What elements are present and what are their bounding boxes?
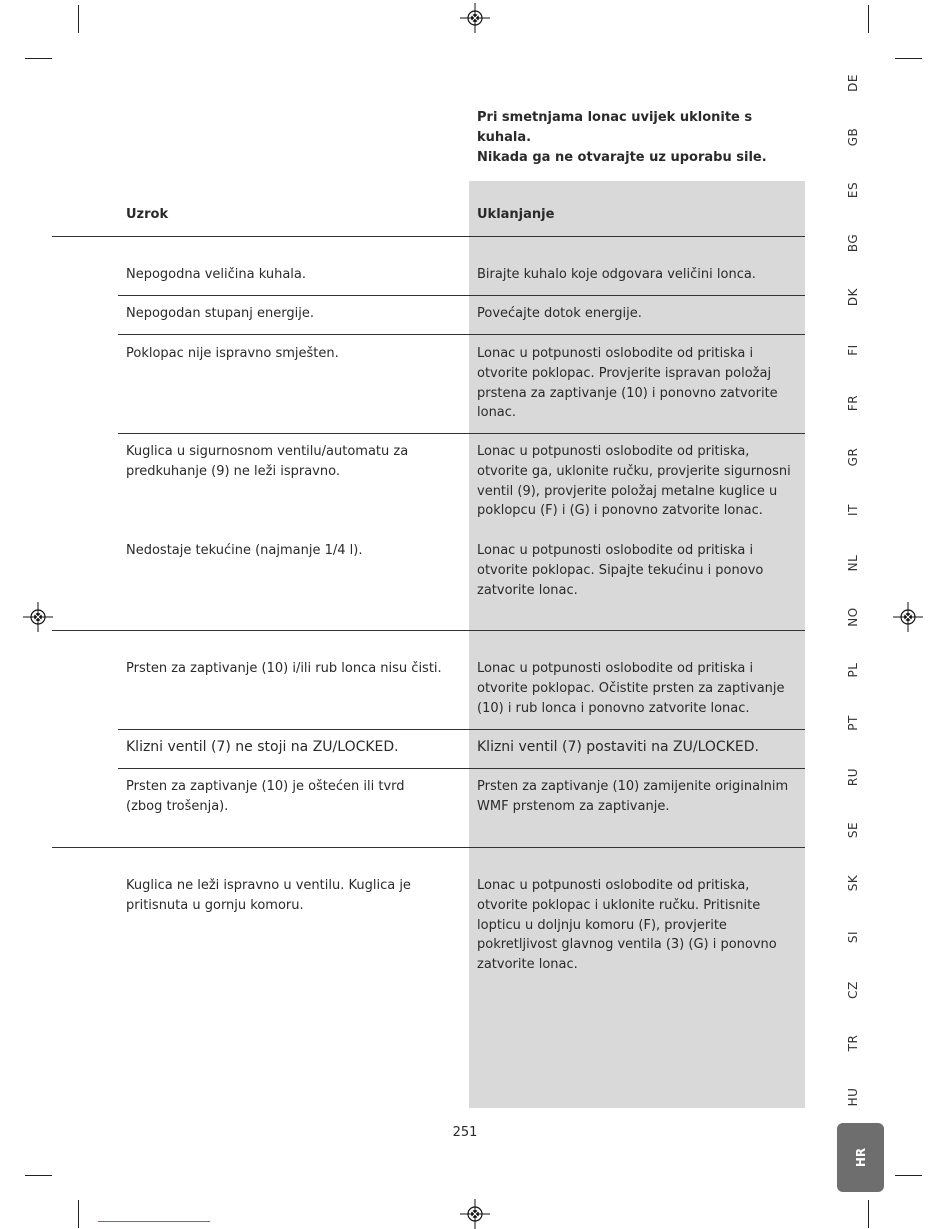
header-cause: Uzrok bbox=[126, 207, 169, 222]
table-row-fix: Lonac u potpunosti oslobodite od pritiska, otvorite poklopac i uklonite ručku. Pritisnite lopticu u doljnju komoru (F), provjerite pokretljivost glavnog ventila (3) (G) i ponovno zatvorite lonac. bbox=[477, 878, 777, 973]
table-row-fix: Lonac u potpunosti oslobodite od pritiska i otvorite poklopac. Očistite prsten za zaptivanje (10) i rub lonca i ponovno zatvorite lonac. bbox=[477, 661, 785, 716]
crop-mark bbox=[78, 1200, 79, 1228]
table-row-cause: Prsten za zaptivanje (10) je oštećen ili tvrd (zbog trošenja). bbox=[126, 779, 405, 814]
language-tab[interactable]: SI bbox=[846, 930, 860, 944]
table-row-cause: Prsten za zaptivanje (10) i/ili rub lonca nisu čisti. bbox=[126, 661, 442, 676]
table-row-fix: Lonac u potpunosti oslobodite od pritiska, otvorite ga, uklonite ručku, provjerite sigurnosni ventil (9), provjerite položaj metalne kuglice u poklopcu (F) i (G) i ponovno zatvorite lonac. bbox=[477, 444, 791, 519]
registration-mark-icon bbox=[893, 602, 923, 632]
row-divider bbox=[118, 729, 805, 730]
language-tab[interactable]: FR bbox=[846, 394, 860, 412]
bottom-line bbox=[98, 1221, 210, 1222]
language-tab[interactable]: FI bbox=[846, 344, 860, 356]
language-tab[interactable]: RU bbox=[846, 767, 860, 787]
row-divider bbox=[118, 768, 805, 769]
registration-mark-icon bbox=[460, 3, 490, 33]
section-divider bbox=[52, 847, 805, 848]
row-divider bbox=[118, 295, 805, 296]
language-tab-active[interactable] bbox=[837, 1123, 884, 1192]
crop-mark bbox=[78, 5, 79, 33]
crop-mark bbox=[25, 1175, 52, 1176]
language-tab[interactable]: GB bbox=[846, 127, 860, 147]
language-tab[interactable]: PL bbox=[846, 662, 860, 678]
language-tab[interactable]: DK bbox=[846, 287, 860, 307]
table-row-fix: Lonac u potpunosti oslobodite od pritiska i otvorite poklopac. Provjerite ispravan položaj prstena za zaptivanje (10) i ponovno zatvorite lonac. bbox=[477, 346, 778, 421]
language-tab[interactable]: ES bbox=[846, 181, 860, 199]
intro-line-1: Pri smetnjama lonac uvijek uklonite s kuhala. bbox=[477, 110, 753, 145]
row-divider bbox=[118, 334, 805, 335]
registration-mark-icon bbox=[460, 1199, 490, 1229]
language-tab[interactable]: TR bbox=[846, 1034, 860, 1052]
crop-mark bbox=[895, 1175, 922, 1176]
language-tab[interactable]: PT bbox=[846, 715, 860, 731]
table-row-cause: Nepogodna veličina kuhala. bbox=[126, 267, 307, 282]
table-row-cause: Kuglica u sigurnosnom ventilu/automatu za predkuhanje (9) ne leži ispravno. bbox=[126, 444, 409, 479]
table-row-cause: Nedostaje tekućine (najmanje 1/4 l). bbox=[126, 543, 363, 558]
language-tab[interactable]: NL bbox=[846, 554, 860, 572]
crop-mark bbox=[868, 5, 869, 33]
crop-mark bbox=[25, 58, 52, 59]
header-fix: Uklanjanje bbox=[477, 207, 555, 222]
language-tab[interactable]: CZ bbox=[846, 981, 860, 999]
section-divider bbox=[52, 236, 805, 237]
table-row-cause: Klizni ventil (7) ne stoji na ZU/LOCKED. bbox=[126, 739, 399, 755]
language-tab[interactable]: SK bbox=[846, 874, 860, 892]
registration-mark-icon bbox=[23, 602, 53, 632]
table-row-fix: Klizni ventil (7) postaviti na ZU/LOCKED. bbox=[477, 739, 759, 755]
language-tab[interactable]: BG bbox=[846, 233, 860, 253]
intro-line-2: Nikada ga ne otvarajte uz uporabu sile. bbox=[477, 150, 767, 165]
section-divider bbox=[52, 630, 805, 631]
row-divider bbox=[118, 433, 805, 434]
intro-note bbox=[477, 108, 807, 168]
table-row-cause: Poklopac nije ispravno smješten. bbox=[126, 346, 339, 361]
table-row-cause: Kuglica ne leži ispravno u ventilu. Kuglica je pritisnuta u gornju komoru. bbox=[126, 878, 411, 913]
language-tab-active-label: HR bbox=[853, 1147, 868, 1168]
table-row-cause: Nepogodan stupanj energije. bbox=[126, 306, 314, 321]
language-tab[interactable]: IT bbox=[846, 504, 860, 516]
language-tab[interactable]: DE bbox=[846, 74, 860, 92]
crop-mark bbox=[868, 1200, 869, 1228]
language-tab[interactable]: HU bbox=[846, 1087, 860, 1107]
table-row-fix: Prsten za zaptivanje (10) zamijenite originalnim WMF prstenom za zaptivanje. bbox=[477, 779, 789, 814]
crop-mark bbox=[895, 58, 922, 59]
table-row-fix: Lonac u potpunosti oslobodite od pritiska i otvorite poklopac. Sipajte tekućinu i ponovo zatvorite lonac. bbox=[477, 543, 764, 598]
language-tab[interactable]: SE bbox=[846, 821, 860, 839]
language-tab[interactable]: NO bbox=[846, 607, 860, 627]
page-number: 251 bbox=[452, 1125, 478, 1140]
language-tab[interactable]: GR bbox=[846, 447, 860, 467]
table-row-fix: Povećajte dotok energije. bbox=[477, 306, 642, 321]
table-row-fix: Birajte kuhalo koje odgovara veličini lonca. bbox=[477, 267, 756, 282]
